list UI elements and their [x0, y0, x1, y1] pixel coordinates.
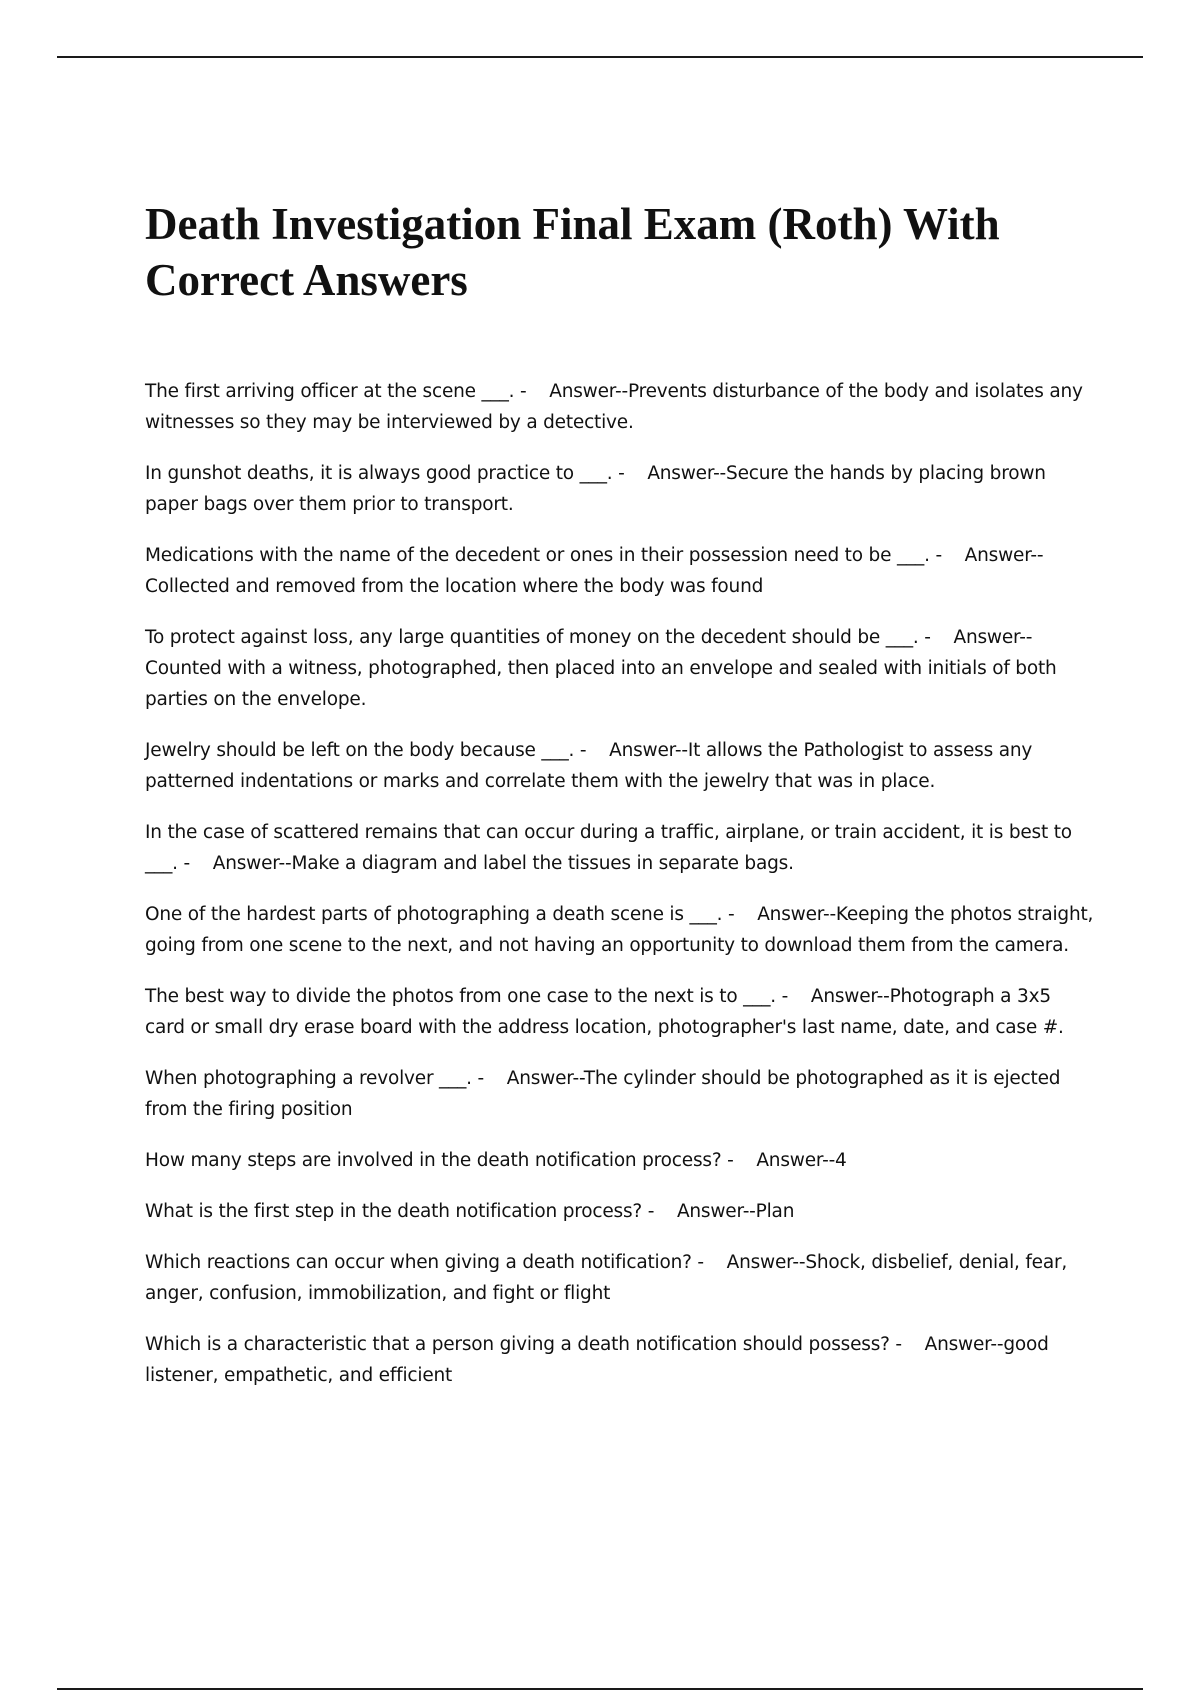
qa-item — [145, 735, 1095, 797]
answer-text: Answer--Secure the hands by placing brown paper bags over them prior to transport. — [145, 463, 1046, 515]
answer-text: Answer--Counted with a witness, photographed, then placed into an envelope and sealed with initials of both parties on the envelope. — [145, 627, 1057, 710]
answer-text: Answer--Plan — [676, 1201, 795, 1222]
qa-item — [145, 1247, 1095, 1309]
question-text: To protect against loss, any large quantities of money on the decedent should be ___. - — [145, 627, 931, 648]
answer-text: Answer--4 — [756, 1150, 847, 1171]
answer-text: Answer--The cylinder should be photographed as it is ejected from the firing position — [145, 1068, 1061, 1120]
qa-item — [145, 458, 1095, 520]
qa-item — [145, 1329, 1095, 1391]
qa-item — [145, 540, 1095, 602]
document-body — [145, 196, 1095, 1411]
answer-text: Answer--Prevents disturbance of the body and isolates any witnesses so they may be interviewed by a detective. — [145, 381, 1083, 433]
qa-item — [145, 1145, 1095, 1176]
answer-text: Answer--Photograph a 3x5 card or small dry erase board with the address location, photographer's last name, date, and case #. — [145, 986, 1064, 1038]
qa-item — [145, 1196, 1095, 1227]
answer-text: Answer--Collected and removed from the location where the body was found — [145, 545, 1044, 597]
question-text: Which is a characteristic that a person giving a death notification should possess? - — [145, 1334, 902, 1355]
answer-text: Answer--Keeping the photos straight, going from one scene to the next, and not having an opportunity to download them from the camera. — [145, 904, 1094, 956]
qa-item — [145, 1063, 1095, 1125]
question-text: The best way to divide the photos from one case to the next is to ___. - — [145, 986, 789, 1007]
qa-item — [145, 622, 1095, 715]
qa-item — [145, 899, 1095, 961]
question-text: In the case of scattered remains that can occur during a traffic, airplane, or train accident, it is best to ___. - — [145, 822, 1072, 874]
question-text: What is the first step in the death notification process? - — [145, 1201, 655, 1222]
question-text: Which reactions can occur when giving a death notification? - — [145, 1252, 704, 1273]
answer-text: Answer--good listener, empathetic, and efficient — [145, 1334, 1049, 1386]
answer-text: Answer--Shock, disbelief, denial, fear, anger, confusion, immobilization, and fight or flight — [145, 1252, 1068, 1304]
answer-text: Answer--Make a diagram and label the tissues in separate bags. — [212, 853, 794, 874]
document-title: Death Investigation Final Exam (Roth) With Correct Answers — [145, 199, 1000, 305]
answer-text: Answer--It allows the Pathologist to assess any patterned indentations or marks and correlate them with the jewelry that was in place. — [145, 740, 1033, 792]
qa-item — [145, 981, 1095, 1043]
question-text: Jewelry should be left on the body because ___. - — [145, 740, 587, 761]
qa-item — [145, 376, 1095, 438]
qa-item — [145, 817, 1095, 879]
qa-list — [145, 376, 1095, 1391]
question-text: How many steps are involved in the death notification process? - — [145, 1150, 734, 1171]
question-text: The first arriving officer at the scene ___. - — [145, 381, 527, 402]
question-text: In gunshot deaths, it is always good practice to ___. - — [145, 463, 625, 484]
header-rule — [57, 56, 1143, 58]
question-text: When photographing a revolver ___. - — [145, 1068, 485, 1089]
question-text: Medications with the name of the decedent or ones in their possession need to be ___. - — [145, 545, 942, 566]
question-text: One of the hardest parts of photographing a death scene is ___. - — [145, 904, 735, 925]
footer-rule — [57, 1688, 1143, 1690]
